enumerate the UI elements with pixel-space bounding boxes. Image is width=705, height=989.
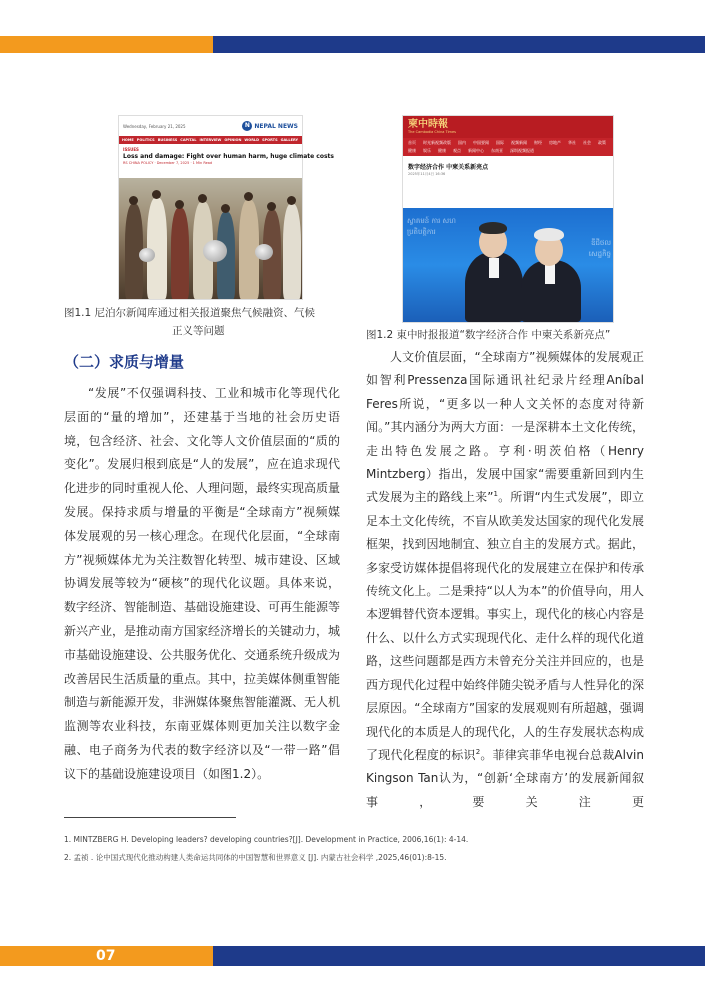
nepal-news-headline: Loss and damage: Fight over human harm, huge climate costs <box>123 153 334 160</box>
nepal-news-logo-text: NEPAL NEWS <box>254 122 298 130</box>
cn-nav-item: 视频新闻 <box>511 140 527 145</box>
paragraph-text-part-c: 。菲律宾菲华电视台总裁Alvin Kingson Tan认为，“创新‘全球南方’的发展新闻叙事，要关注更 <box>366 747 644 809</box>
cn-nav-item: 首页 <box>408 140 416 145</box>
paragraph-text <box>366 346 644 814</box>
cn-times-logo: 柬中時報 <box>408 119 448 130</box>
right-column-paragraph <box>366 346 644 814</box>
nepal-news-date: Wednesday, February 21, 2025 <box>123 123 186 129</box>
cn-nav-item: 娱乐 <box>423 148 431 153</box>
page-number: 07 <box>96 948 116 964</box>
figure1-caption-line2: 正义等问题 <box>172 325 225 337</box>
cn-times-article-title: 数字经济合作 中柬关系新亮点 <box>408 164 489 171</box>
cn-nav-item: 时光新视频改版 <box>423 140 451 145</box>
footer-bar-navy <box>213 946 705 966</box>
cn-nav-item: 国内 <box>458 140 466 145</box>
nepal-news-nav <box>119 136 302 144</box>
section-title: （二）求质与增量 <box>64 353 185 371</box>
cn-nav-item: 观点 <box>453 148 461 153</box>
nepal-nav-item: GALLERY <box>280 138 299 142</box>
nepal-news-logo <box>242 121 298 131</box>
nepal-nav-item: OPINION <box>224 138 242 142</box>
cn-nav-item: 东南亚 <box>491 148 503 153</box>
cn-nav-item: 房地产 <box>549 140 561 145</box>
figure-cambodia-china-times-screenshot <box>402 115 614 323</box>
cn-nav-item: 健康 <box>408 148 416 153</box>
paragraph-text: “发展”不仅强调科技、工业和城市化等现代化层面的“量的增加”，还建基于当地的社会历史语境，包含经济、社会、文化等人文价值层面的“质的变化”。发展归根到底是“人的发展”，应在追求现代化进步的同时重视人伦、人理问题，最终实现高质量发展。保持求质与增量的平衡是“全球南方”视频媒体发展观的另一核心理念。在现代化层面，“全球南方”视频媒体尤为关注数智化转型、城市建设、区域协调发展等较为“硬核”的现代化议题。具体来说，数字经济、智能制造、基础设施建设、可再生能源等新兴产业，是推动南方国家经济增长的关键动力，城市基础设施建设、公共服务优化、交通系统升级成为改善居民生活质量的重点。其中，拉美媒体侧重智能制造与新能源开发，非洲媒体聚焦智能灌溉、无人机监测等农业科技，东南亚媒体则更加关注以数字金融、电子商务为代表的数字经济以及“一带一路”倡议下的基础设施建设项目（如图1.2）。 <box>64 386 341 781</box>
footnote-ref-2: 2 <box>475 747 481 756</box>
nepal-nav-item: SPORTS <box>262 138 278 142</box>
figure-nepal-news-screenshot <box>118 115 334 300</box>
nepal-nav-item: INTERVIEW <box>199 138 222 142</box>
cn-times-nav <box>403 138 613 156</box>
cn-nav-item: 深圳视频报道 <box>510 148 534 153</box>
figure1-caption-line1: 图1.1 尼泊尔新闻库通过相关报道聚焦气候融资、气候 <box>64 307 316 319</box>
nepal-nav-item: BUSINESS <box>157 138 178 142</box>
nepal-news-category: ISSUES <box>123 147 139 152</box>
left-column-paragraph <box>64 382 340 787</box>
header-bar-navy <box>213 36 705 53</box>
footnote-1: 1. MINTZBERG H. Developing leaders? developing countries?[J]. Development in Practice, 2006,16(1): 4-14. <box>64 835 469 844</box>
nepal-nav-item: CAPITAL <box>180 138 197 142</box>
nepal-nav-item: HOME <box>122 138 134 142</box>
paragraph-text-part-a: 人文价值层面，“全球南方”视频媒体的发展观正如智利Pressenza国际通讯社纪录片经理Aníbal Feres所说，“更多以一种人文关怀的态度对待新闻。”其内涵分为两大方面：一是深耕本土文化传统，走出特色发展之路。亨利·明茨伯格（Henry Mintzberg）指出，发展中国家“需要重新回到内生式发展为主的路线上来” <box>366 350 644 505</box>
cn-nav-item: 华社 <box>568 140 576 145</box>
cn-times-article-meta: 2025年11月4日 16:36 <box>408 172 446 176</box>
nepal-news-meta: RS CHINA POLICY · December 7, 2025 · 1 Min Read <box>123 161 213 165</box>
footnote-divider <box>64 817 236 818</box>
cn-nav-item: 健康 <box>438 148 446 153</box>
cn-times-photo: ស្វាគមន៍ ការ សហប្រតិបត្តិការ ឌីជីថល សេដ្ឋកិច្ច <box>403 208 613 322</box>
cn-nav-item: 政策 <box>598 140 606 145</box>
cn-nav-item: 国际 <box>496 140 504 145</box>
footnote-ref-1: 1 <box>493 490 498 499</box>
header-bar-orange <box>0 36 213 53</box>
cn-nav-item: 新闻中心 <box>468 148 484 153</box>
nepal-news-logo-icon: N <box>242 121 252 131</box>
nepal-nav-item: POLITICS <box>136 138 155 142</box>
cn-nav-item: 财经 <box>534 140 542 145</box>
nepal-news-topbar <box>119 116 302 136</box>
figure2-caption: 图1.2 東中时报报道“数字经济合作 中柬关系新亮点” <box>366 329 611 341</box>
footnote-2: 2. 孟祯 . 论中国式现代化推动构建人类命运共同体的中国智慧和世界意义 [J]. 内蒙古社会科学 ,2025,46(01):8-15. <box>64 853 447 862</box>
nepal-news-photo <box>119 178 302 299</box>
cn-nav-item: 中国要闻 <box>473 140 489 145</box>
cn-times-logo-sub: The Cambodia China Times <box>408 130 456 134</box>
cn-times-topbar <box>403 116 613 138</box>
cn-nav-item: 社会 <box>583 140 591 145</box>
paragraph-text-part-b: 。所谓“内生式发展”，即立足本土文化传统，不盲从欧美发达国家的现代化发展框架，找到因地制宜、独立自主的发展方式。据此，多家受访媒体提倡将现代化的发展建立在保护和传承传统文化上。二是秉持“以人为本”的价值导向，用人本逻辑替代资本逻辑。事实上，现代化的核心内容是什么、以什么方式实现现代化、走什么样的现代化道路，这些问题都是西方未曾充分关注并回应的，也是西方现代化过程中始终伴随尖锐矛盾与人性异化的深层原因。“全球南方”国家的发展观则有所超越，强调现代化的本质是人的现代化，人的生存发展状态构成了现代化程度的标识 <box>366 490 644 762</box>
nepal-nav-item: WORLD <box>244 138 260 142</box>
